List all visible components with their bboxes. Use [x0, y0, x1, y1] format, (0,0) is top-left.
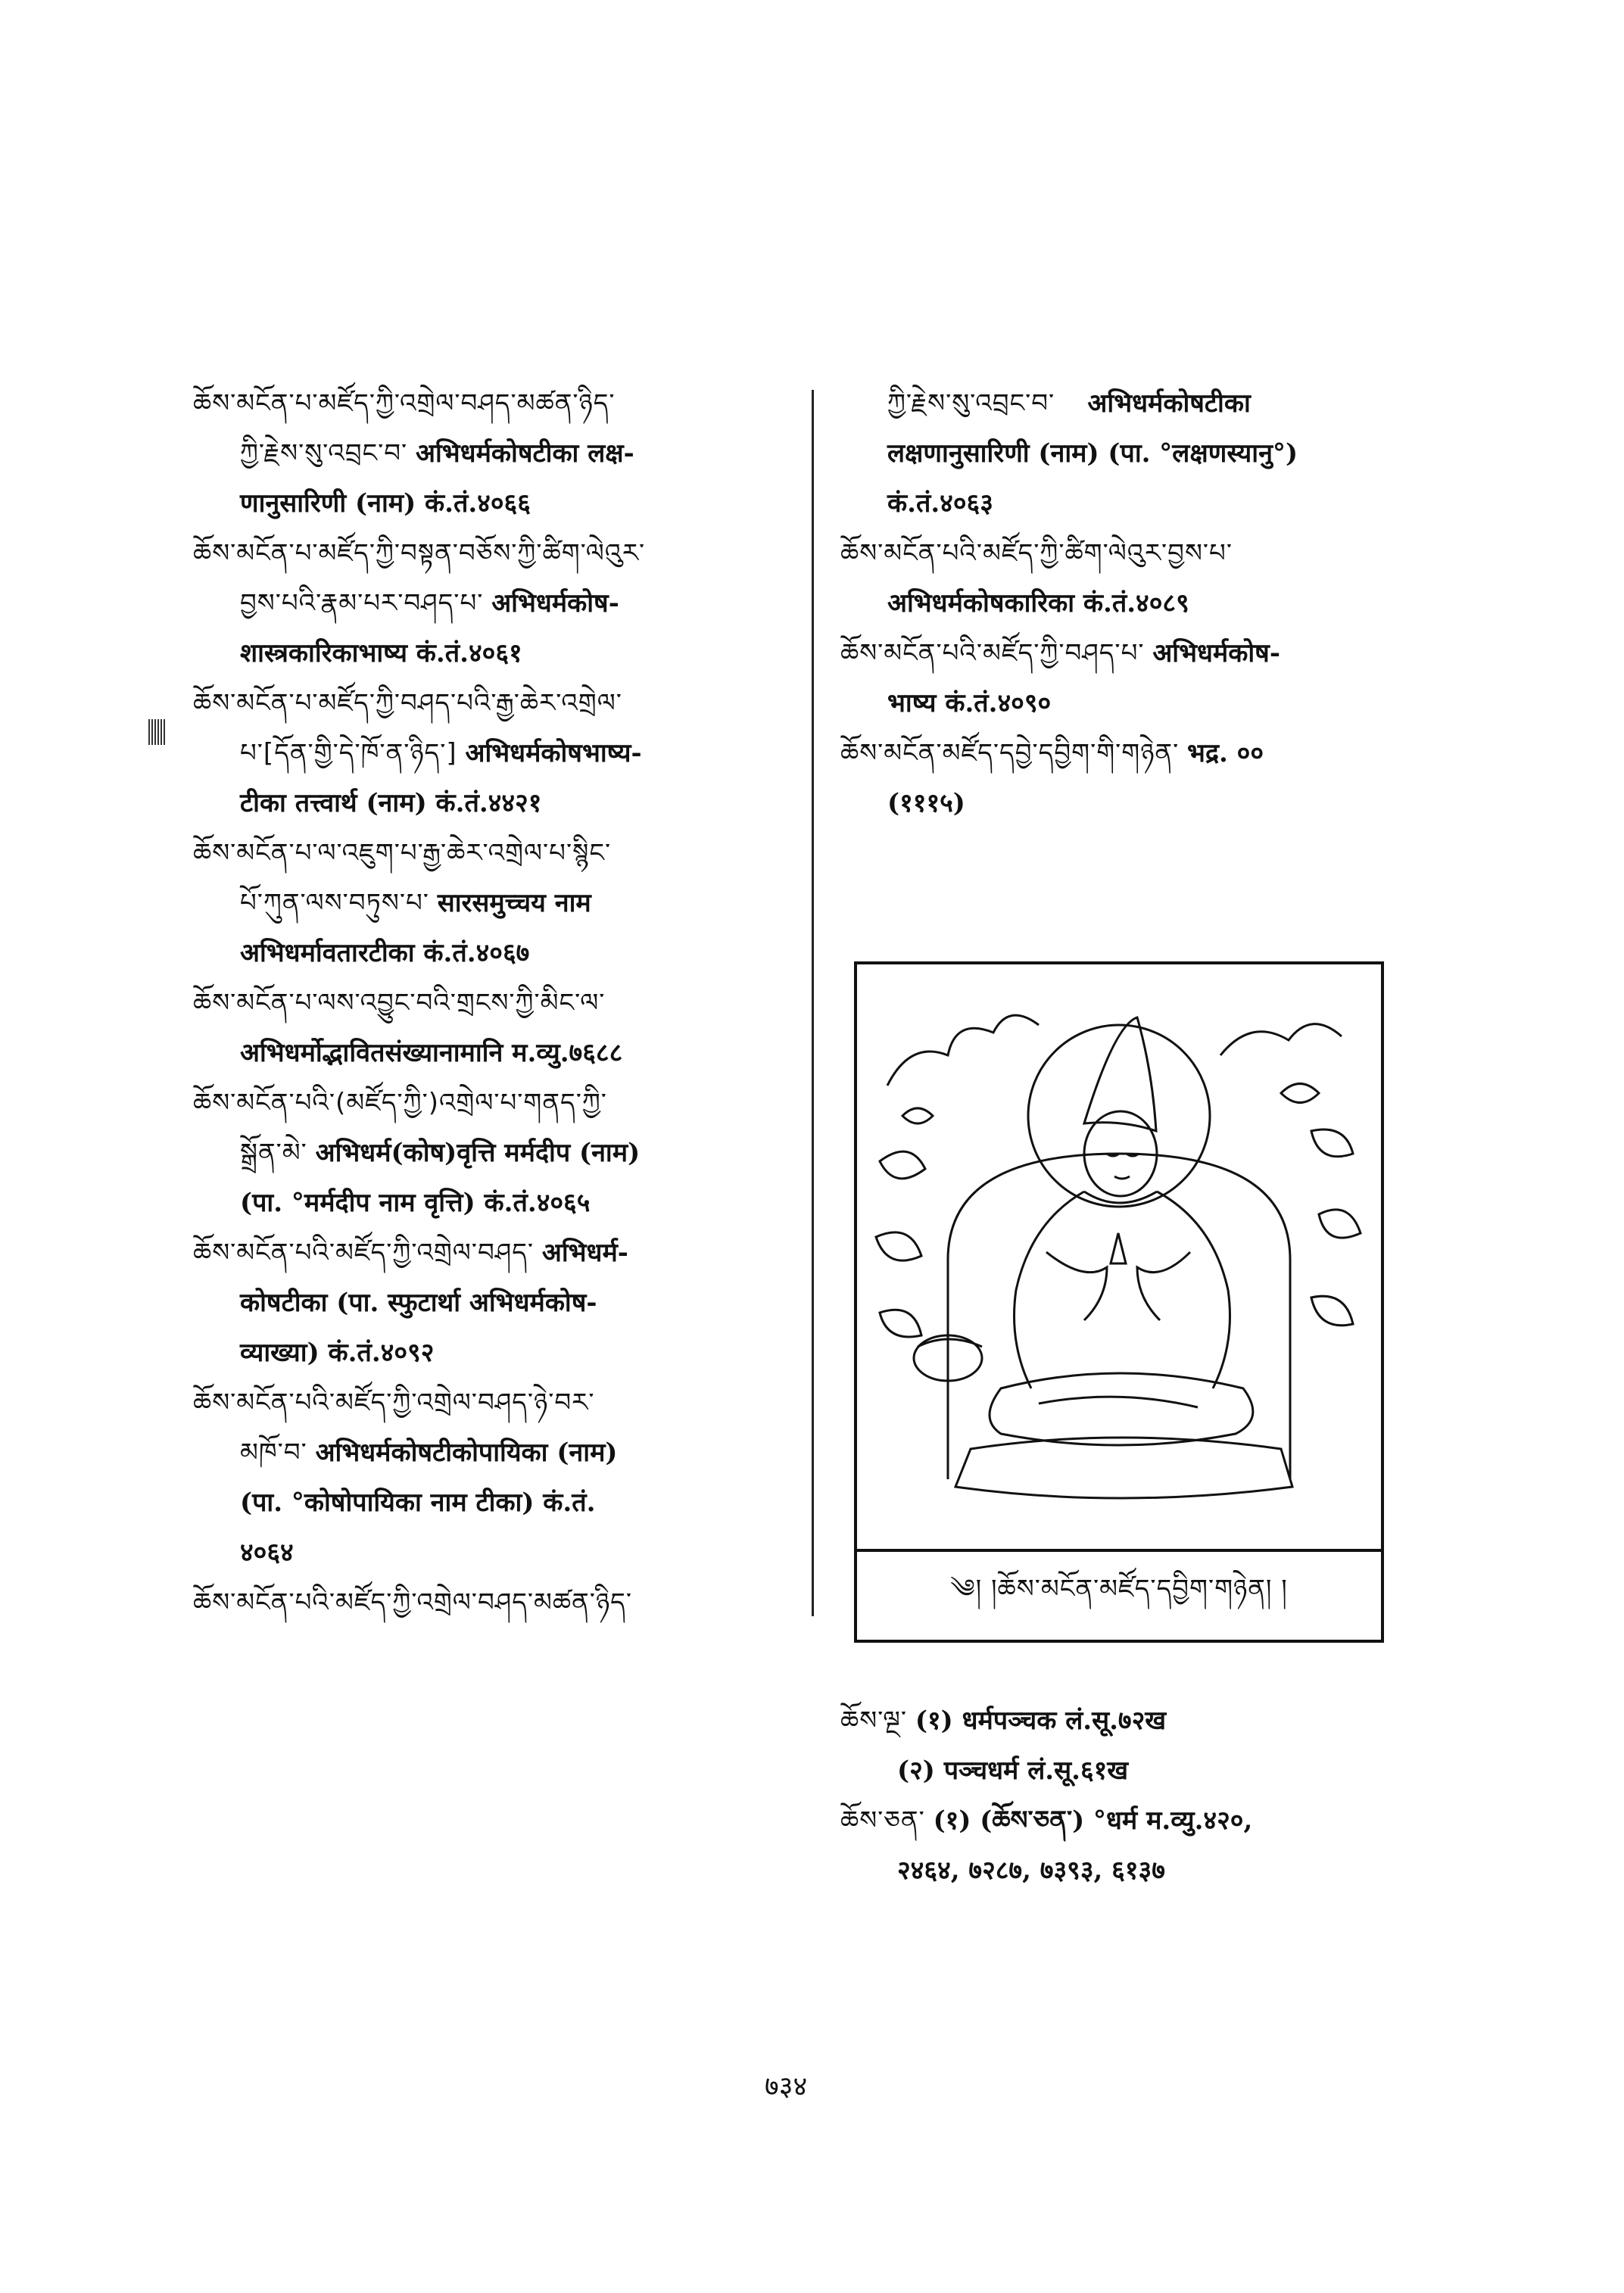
entry-3: ཆོས་མངོན་པ་མཛོད་ཀྱི་བཤད་པའི་རྒྱ་ཆེར་འགྲེལ་ པ་[དོན་གྱི་དེ་ཁོ་ན་ཉིད་] अभिधर्मकोषभाष्य- टीका तत्त्वार्थ (नाम) कं.तं.४४२१	[193, 688, 642, 818]
entry-b1: ཆོས་ལྔ་ (१) धर्मपञ्चक लं.सू.७२ख (२) पञ्चधर्म लं.सू.६१ख	[840, 1706, 1167, 1786]
entry-r1: ཀྱི་རྗེས་སུ་འབྲང་བ་ अभिधर्मकोषटीका लक्षणानुसारिणी (नाम) (पा. °लक्षणस्यानु°) कं.तं.४०६३	[887, 388, 1298, 519]
entry-9	[193, 1578, 799, 1628]
entry-headword: ཆོས་མངོན་པ་མཛོད་ཀྱི་འགྲེལ་བཤད་མཚན་ཉིད་	[193, 388, 616, 419]
entry-8: ཆོས་མངོན་པའི་མཛོད་ཀྱི་འགྲེལ་བཤད་ཉེ་བར་ མཁོ་བ་ अभिधर्मकोषटीकोपायिका (नाम) (पा. °कोषोपायिका नाम टीका) कं.तं. ४०६४	[193, 1388, 618, 1568]
page-number: ७३४	[765, 2071, 808, 2102]
entry-1: ཆོས་མངོན་པ་མཛོད་ཀྱི་འགྲེལ་བཤད་མཚན་ཉིད་ ཀྱི་རྗེས་སུ་འབྲང་བ་ अभिधर्मकोषटीका लक्ष- णानुसारिणी (नाम) कं.तं.४०६६	[193, 388, 634, 519]
entry-headword: ཆོས་མངོན་པའི་མཛོད་ཀྱི་འགྲེལ་བཤད་མཚན་ཉིད་	[193, 1587, 632, 1618]
left-column	[193, 379, 799, 1628]
entry-headword: ཆོས་མངོན་མཛོད་དབྱེ་དབྱིག་གི་གཉེན་	[840, 738, 1180, 768]
entry-4: ཆོས་མངོན་པ་ལ་འཇུག་པ་རྒྱ་ཆེར་འགྲེལ་པ་སྙིང་ པོ་ཀུན་ལས་བཏུས་པ་ सारसमुच्चय नाम अभिधर्मावतारटीका कं.तं.४०६७	[193, 838, 612, 968]
entry-r3: ཆོས་མངོན་པའི་མཛོད་ཀྱི་བཤད་པ་ अभिधर्मकोष- भाष्य कं.तं.४०९०	[840, 638, 1280, 718]
entry-headword: ཆོས་མངོན་པའི་མཛོད་ཀྱི་འགྲེལ་བཤད་	[193, 1238, 535, 1268]
entry-headword: ཆོས་ཅན་	[840, 1805, 925, 1836]
entry-headword: ཆོས་མངོན་པ་ལ་འཇུག་པ་རྒྱ་ཆེར་འགྲེལ་པ་སྙིང་	[193, 838, 612, 868]
entry-headword: ཆོས་མངོན་པའི་མཛོད་ཀྱི་བཤད་པ་	[840, 638, 1145, 668]
right-column	[840, 379, 1446, 828]
entry-r2: ཆོས་མངོན་པའི་མཛོད་ཀྱི་ཚིག་ལེའུར་བྱས་པ་ अभिधर्मकोषकारिका कं.तं.४०८९	[840, 538, 1233, 618]
illustration-plate	[854, 961, 1384, 1643]
entry-headword: ཆོས་མངོན་པ་མཛོད་ཀྱི་བསྟན་བཅོས་ཀྱི་ཚིག་ལེའུར་	[193, 538, 646, 569]
entry-headword: ཆོས་མངོན་པ་ལས་འབྱུང་བའི་གྲངས་ཀྱི་མིང་ལ་	[193, 988, 606, 1018]
entry-headword: ཆོས་མངོན་པ་མཛོད་ཀྱི་བཤད་པའི་རྒྱ་ཆེར་འགྲེལ་	[193, 688, 622, 718]
entry-headword: ཆོས་ལྔ་	[840, 1706, 908, 1736]
entry-6: ཆོས་མངོན་པའི་(མཛོད་ཀྱི་)འགྲེལ་པ་གནད་ཀྱི་ སྒྲོན་མེ་ अभिधर्म(कोष)वृत्ति मर्मदीप (नाम) (पा. °मर्मदीप नाम वृत्ति) कं.तं.४०६५	[193, 1088, 641, 1218]
entry-2: ཆོས་མངོན་པ་མཛོད་ཀྱི་བསྟན་བཅོས་ཀྱི་ཚིག་ལེའུར་ བྱས་པའི་རྣམ་པར་བཤད་པ་ अभिधर्मकोष- शास्त्रकारिकाभाष्य कं.तं.४०६१	[193, 538, 646, 668]
below-plate-entries	[840, 1696, 1446, 1896]
entry-headword: ཆོས་མངོན་པའི་མཛོད་ཀྱི་ཚིག་ལེའུར་བྱས་པ་	[840, 538, 1233, 569]
entry-5: ཆོས་མངོན་པ་ལས་འབྱུང་བའི་གྲངས་ཀྱི་མིང་ལ་ अभिधर्मोद्भावितसंख्यानामानि म.व्यु.७६८८	[193, 988, 623, 1068]
plate-caption: ༄། །ཆོས་མངོན་མཛོད་དབྱིག་གཉེན། །	[857, 1549, 1381, 1640]
margin-mark	[148, 719, 165, 745]
entry-headword: ཆོས་མངོན་པའི་(མཛོད་ཀྱི་)འགྲེལ་པ་གནད་ཀྱི་	[193, 1088, 607, 1118]
entry-7: ཆོས་མངོན་པའི་མཛོད་ཀྱི་འགྲེལ་བཤད་ अभिधर्म- कोषटीका (पा. स्फुटार्था अभिधर्मकोष- व्याख्या) कं.तं.४०९२	[193, 1238, 628, 1368]
column-divider	[812, 390, 814, 1616]
entry-headword: ཆོས་མངོན་པའི་མཛོད་ཀྱི་འགྲེལ་བཤད་ཉེ་བར་	[193, 1388, 595, 1418]
seated-figure-illustration	[857, 964, 1381, 1549]
entry-r4: ཆོས་མངོན་མཛོད་དབྱེ་དབྱིག་གི་གཉེན་ भद्र. ०० (१११५)	[840, 738, 1264, 818]
entry-b2: ཆོས་ཅན་ (१) (ཆོས་ཅན་) °धर्म म.व्यु.४२०, २४६४, ७२८७, ७३९३, ६१३७	[840, 1805, 1253, 1886]
